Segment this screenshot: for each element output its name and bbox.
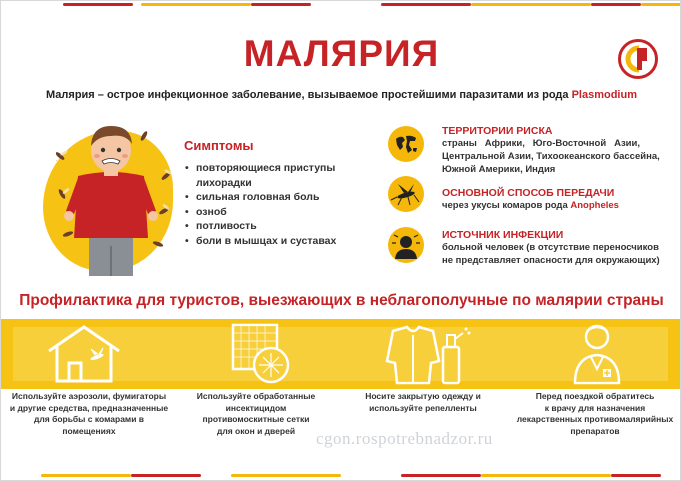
house-mosquito-icon bbox=[39, 323, 129, 385]
transmission-accent: Anopheles bbox=[570, 200, 619, 211]
rospotrebnadzor-logo bbox=[618, 39, 658, 79]
caption-line: и другие средства, предназначенные bbox=[9, 402, 169, 413]
caption-line: Используйте аэрозоли, фумигаторы bbox=[11, 391, 167, 401]
caption-line: для борьбы с комарами в bbox=[33, 414, 145, 424]
caption-line: Используйте обработанные bbox=[196, 391, 316, 401]
jacket-repellent-icon bbox=[373, 321, 473, 387]
source-title: ИСТОЧНИК ИНФЕКЦИИ bbox=[442, 229, 564, 241]
tip-caption-doctor bbox=[515, 391, 675, 437]
risk-line: Южной Америки, Индия bbox=[442, 163, 556, 175]
decor-stripe bbox=[251, 3, 311, 6]
decor-stripe bbox=[131, 474, 201, 477]
decor-stripe bbox=[591, 3, 641, 6]
decor-stripe bbox=[141, 3, 251, 6]
symptom-item: • озноб bbox=[184, 205, 336, 220]
source-text bbox=[442, 242, 660, 268]
decor-stripe bbox=[63, 3, 133, 6]
caption-line: Носите закрытую одежду и bbox=[365, 391, 481, 401]
caption-line: лекарственных противомалярийных bbox=[516, 414, 674, 424]
caption-line: противомоскитные сетки bbox=[202, 414, 310, 424]
caption-line: используйте репелленты bbox=[369, 402, 477, 413]
decor-stripe bbox=[481, 474, 611, 477]
caption-line: для окон и дверей bbox=[216, 425, 296, 436]
doctor-icon bbox=[567, 321, 627, 387]
risk-text bbox=[442, 138, 660, 176]
globe-icon bbox=[388, 126, 424, 162]
decor-stripe bbox=[641, 3, 681, 6]
symptom-item: • сильная головная боль bbox=[184, 190, 336, 205]
risk-line: Центральной Азии, Тихоокеанского бассейна, bbox=[442, 150, 660, 162]
transmission-title: ОСНОВНОЙ СПОСОБ ПЕРЕДАЧИ bbox=[442, 187, 615, 199]
tip-caption-clothes bbox=[349, 391, 497, 414]
symptom-item-continued: лихорадки bbox=[196, 176, 252, 189]
sick-person-illustration bbox=[56, 116, 176, 281]
definition-main: Малярия – острое инфекционное заболевание, вызываемое простейшими паразитами из рода bbox=[46, 89, 572, 101]
decor-stripe bbox=[381, 3, 471, 6]
symptoms-list bbox=[184, 161, 336, 249]
decor-stripe bbox=[41, 474, 131, 477]
decor-stripe bbox=[231, 474, 341, 477]
page-title: МАЛЯРИЯ bbox=[243, 33, 440, 74]
tip-caption-aerosols bbox=[9, 391, 169, 437]
mosquito-icon bbox=[388, 176, 424, 212]
caption-line: инсектицидом bbox=[225, 402, 287, 413]
symptom-item: • повторяющиеся приступы bbox=[184, 161, 336, 176]
watermark: cgon.rospotrebnadzor.ru bbox=[316, 429, 493, 448]
transmission-text bbox=[442, 200, 619, 213]
risk-line: страны Африки, Юго-Восточной Азии, bbox=[442, 138, 640, 149]
risk-title: ТЕРРИТОРИИ РИСКА bbox=[442, 125, 553, 137]
symptom-item: • потливость bbox=[184, 219, 336, 234]
decor-stripe bbox=[471, 3, 591, 6]
tip-caption-nets bbox=[186, 391, 326, 437]
caption-line: препаратов bbox=[570, 425, 620, 436]
caption-line: помещениях bbox=[62, 425, 116, 436]
source-line: не представляет опасности для окружающих) bbox=[442, 254, 660, 266]
prevention-title: Профилактика для туристов, выезжающих в неблагополучные по малярии страны bbox=[19, 292, 664, 309]
symptom-item: • боли в мышцах и суставах bbox=[184, 234, 336, 249]
caption-line: Перед поездкой обратитесь bbox=[535, 391, 655, 401]
transmission-main: через укусы комаров рода bbox=[442, 200, 571, 211]
sick-person-icon bbox=[388, 227, 424, 263]
mosquito-net-icon bbox=[223, 321, 303, 387]
prevention-band bbox=[1, 319, 681, 389]
decor-stripe bbox=[401, 474, 481, 477]
symptoms-title: Симптомы bbox=[184, 138, 254, 153]
decor-stripe bbox=[611, 474, 661, 477]
definition-accent: Plasmodium bbox=[571, 89, 637, 101]
definition-text bbox=[1, 89, 681, 101]
source-line: больной человек (в отсутствие переносчиков bbox=[442, 242, 659, 253]
caption-line: к врачу для назначения bbox=[544, 402, 646, 413]
